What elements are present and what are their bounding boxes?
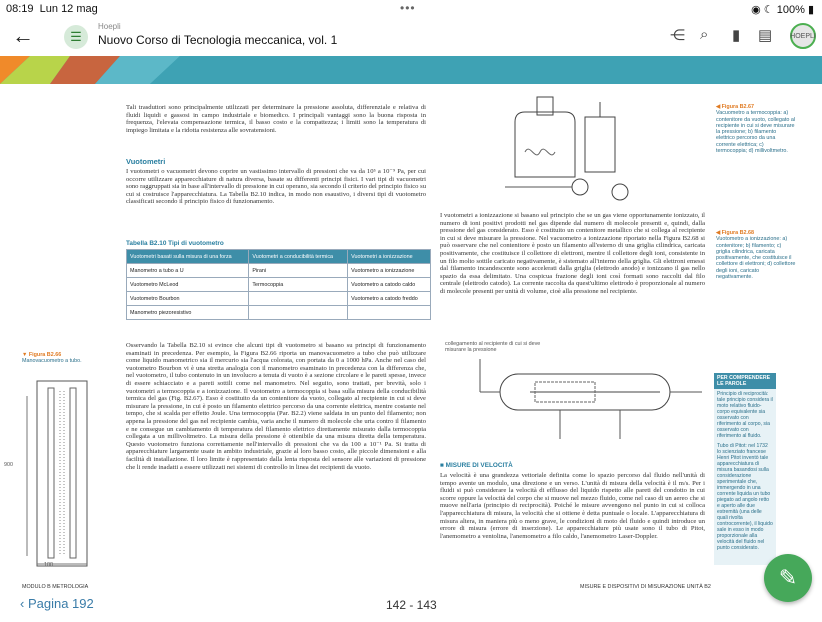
table-row: Manometro a tubo a U Pirani Vuotometro a ionizzazione (127, 264, 431, 278)
fig68-note: collegamento al recipiente di cui si deve misurare la pressione (445, 341, 541, 354)
multitask-dots[interactable]: ••• (400, 1, 416, 15)
velocita-paragraph: La velocità è una grandezza vettoriale definita come lo spazio percorso dal fluido nell'unità di tempo avente un modulo, una direzione e un verso. L'unità di misura della velocità è il m/s. Per i fluidi si può considerare la velocità di efflusso del liquido rispetto alle pareti del condotto in cui scorre oppure la velocità del corpo che si muove nel mezzo fluido, come nel caso di un aereo che si muove nell'aria (principio di reciprocità). Poiché le misure avvengono nel punto in cui si colloca l'apparecchiatura di misura, la velocità che si ottiene è detta puntuale o locale. L'apparecchiatura di misura altera, in maniera più o meno grave, le condizioni di moto del fluido e quindi introduce un errore di misura (errore di inserzione). Le apparecchiature più usate sono il tubo di Pitot, l'anemometro a ventolina, l'anemometro a filo caldo, l'anemometro Laser-Doppler. (440, 472, 705, 540)
table-row: Manometro piezoresistivo (127, 306, 431, 320)
fig67-caption: ◀ Figura B2.67 Vacuometro a termocoppia: a) contenitore da vuoto, collegato al recipiente in cui si deve misurare la pressione; b) filamento elettrico percorso da una corrente elettrica; c) termocoppia; d) millivoltmetro. (716, 104, 796, 155)
page-footer-left: MODULO B METROLOGIA (22, 584, 89, 590)
banner-triangles (0, 56, 822, 84)
fig68-caption: ◀ Figura B2.68 Vuotometro a ionizzazione: a) contenitore; b) filamento; c) griglia cilindrica, caricata positivamente, che costituisce il collettore di elettroni; d) collettore degli ioni, caricato negativamente. (716, 230, 796, 281)
table-header: Vuotometri a ionizzazione (348, 250, 431, 264)
back-arrow-icon[interactable]: ← (12, 23, 34, 48)
status-right: ◉ ☾ 100% ▮ (751, 4, 814, 16)
bookmark-icon[interactable]: ▮ (732, 27, 741, 44)
fig67-thermocouple-drawing (495, 92, 645, 207)
book-title: Nuovo Corso di Tecnologia meccanica, vol. 1 (98, 33, 338, 47)
table-header: Vuotometri a conducibilità termica (249, 250, 348, 264)
avatar[interactable]: HOEPLI (790, 23, 816, 49)
table-header: Vuotometri basati sulla misura di una forza (127, 250, 249, 264)
glossary-box (714, 373, 776, 565)
fig66-manometer-drawing (22, 376, 102, 576)
table-row: Vuotometro McLeod Termocoppia Vuotometro a catodo caldo (127, 278, 431, 292)
page-indicator: 142 - 143 (386, 598, 437, 612)
pencil-icon: ✎ (778, 565, 798, 590)
publisher-label: Hoepli (98, 22, 121, 31)
status-bar (0, 0, 822, 18)
reader-footer (0, 590, 822, 622)
lower-left-paragraph: Osservando la Tabella B2.10 si evince che alcuni tipi di vuotometro si basano su principi di funzionamento esaminati in precedenza. Per esempio, la Figura B2.66 riporta un manovacuometro a tubo che può utilizzare come liquido manometrico sia il mercurio sia l'acqua colorata, con portata da 0 a 1000 hPa. Anche nel caso del vuotometro Bourbon vi è una stretta analogia con il manometro esaminato in precedenza con la differenza che, nel vuotometro, il tubo contenuto in un involucro a tenuta di vuoto è a sezione circolare e le pareti spesse, invece di essere schiacciato e a pareti sottili come nel manometro. Nel seguito, sono trattati, per brevità, solo i vuotometri a termocoppia e a ionizzazione. Il vuotometro a termocoppia si basa sulla misura della conducibilità termica del gas (Fig. B2.67). Esso è costituito da un contenitore da vuoto, collegato al recipiente in cui si deve misurare la pressione, in cui è posto un filamento elettrico percorso da una corrente elettrica, mentre costante nel tempo, che si scalda per effetto Joule. Una termocoppia (Par. B2.2) viene saldata in un punto del filamento; non appena la pressione del gas nel recipiente cambia, varia anche il numero di molecole che urta contro il filamento e ne consegue un cambiamento di temperatura del filamento elettrico direttamente misurato dalla termocoppia collegata a un millivoltmetro. La misura della pressione è ottenibile da una misura diretta della temperatura. Questo vuotometro funziona correttamente nell'intervallo di pressioni che va da 100 a 10⁻¹ Pa. Si tratta di apparecchiature largamente usate in ambito industriale, grazie al loro basso costo, alle piccole dimensioni e alla facilità di installazione. Il loro limite è rappresentato dalla lenta risposta del sensore alle variazioni di pressione che li rende inadatti a essere utilizzati nei sistemi di controllo in linea dei recipienti da vuoto. (126, 342, 426, 471)
intro-paragraph: Tali trasduttori sono principalmente utilizzati per determinare la pressione assoluta, differenziale e relativa di fluidi liquidi e gassosi in campo industriale e biomedico. I principali vantaggi sono la buona risposta in frequenza, l'elevata compensazione termica, il basso costo e la compattezza; i limiti sono la temperatura di impiego limitata e la ridotta resistenza alle sovratensioni. (126, 104, 426, 134)
page-footer-right: MISURE E DISPOSITIVI DI MISURAZIONE UNITÀ B2 (580, 584, 711, 590)
table-of-contents-icon[interactable]: ☰ (64, 25, 88, 49)
table-row: Vuotometro Bourbon Vuotometro a catodo freddo (127, 292, 431, 306)
fig66-scale-top: 900 (4, 462, 13, 468)
moon-icon: ☾ (763, 4, 774, 16)
table-title: Tabella B2.10 Tipi di vuotometro (126, 240, 224, 247)
battery-icon: ▮ (807, 4, 814, 16)
page-header-banner (0, 56, 822, 84)
glossary-item: Tubo di Pitot: nel 1732 lo scienziato francese Henri Pitot inventò tale apparecchiatura di misura basandosi sulla considerazione sperimentale che, immergendo in una corrente liquida un tubo piegato ad angolo retto e aperto alle due estremità (una delle quali rivolta controcorrente), il liquido sale in esso in modo proporzionale alla velocità del fluido nel punto considerato. (717, 443, 773, 551)
fig68-ionization-drawing (440, 354, 710, 444)
wifi-icon: ◉ (751, 4, 761, 16)
previous-page-link[interactable]: ‹ Pagina 192 (20, 596, 94, 611)
search-icon[interactable]: ⌕ (700, 26, 709, 43)
share-icon[interactable]: ⋲ (670, 27, 685, 44)
fig66-caption: ▼ Figura B2.66 Manovacuometro a tubo. (22, 352, 82, 365)
status-time: 08:19 Lun 12 mag (6, 3, 98, 15)
vuotometri-heading: Vuotometri (126, 157, 166, 166)
notes-icon[interactable]: ▤ (758, 27, 773, 44)
vuotometri-table (126, 249, 431, 320)
app-bar (0, 18, 822, 56)
book-page (0, 84, 822, 590)
glossary-item: Principio di reciprocità: tale principio considera il moto relativo fluido-corpo equivalente sia osservato con riferimento al corpo, sia osservato con riferimento al fluido. (717, 391, 773, 439)
ionization-paragraph: I vuotometri a ionizzazione si basano sul principio che se un gas viene opportunamente ionizzato, il numero di ioni positivi prodotti nel gas dipende dal numero di molecole presenti e, quindi, dalla pressione del gas considerato. Esso è costituito un contenitore metallico che si collega al recipiente in cui si deve misurare la pressione. Nel vacuometro a ionizzazione riportato nella Figura B2.68 si può osservare che nel contenitore è posto un filamento all'esterno di una griglia cilindrica, caricata positivamente, che costituisce il collettore di elettroni, mentre il collettore degli ioni, consistente in un filo molto sottile caricato negativamente, è sistemato all'interno della griglia. Gli elettroni emessi dal filamento incandescente sono accelerati dalla griglia (elettrodo anodo) e ionizzano il gas nello spazio da essa delimitato. Una cospicua frazione degli ioni così formati sono raccolti dal filo centrale (elettrodo catodo). La corrente raccolta da quest'ultimo elettrodo è proporzionale al numero di molecole presenti per unità di volume, cioè alla pressione nel recipiente. (440, 212, 705, 295)
glossary-title: PER COMPRENDERE LE PAROLE (714, 373, 776, 389)
edit-pencil-button[interactable] (764, 554, 812, 602)
velocita-heading: ■ MISURE DI VELOCITÀ (440, 462, 513, 469)
fig66-scale-bottom: 100 (44, 562, 53, 568)
vuotometri-paragraph: I vuotometri o vacuometri devono coprire un vastissimo intervallo di pressioni che va da 10⁵ a 10⁻⁹ Pa, per cui occorre utilizzare apparecchiature di natura diversa, basate su differenti principi fisici. I vari tipi di vacuometri sono raggruppati sia in base all'intervallo di pressione in cui operano, sia secondo il criterio del principio fisico su cui si costruisce l'apparecchiatura. La Tabella B2.10 indica, in modo non esaustivo, i diversi tipi di vuotometro classificati secondo il principio fisico di funzionamento. (126, 168, 426, 206)
